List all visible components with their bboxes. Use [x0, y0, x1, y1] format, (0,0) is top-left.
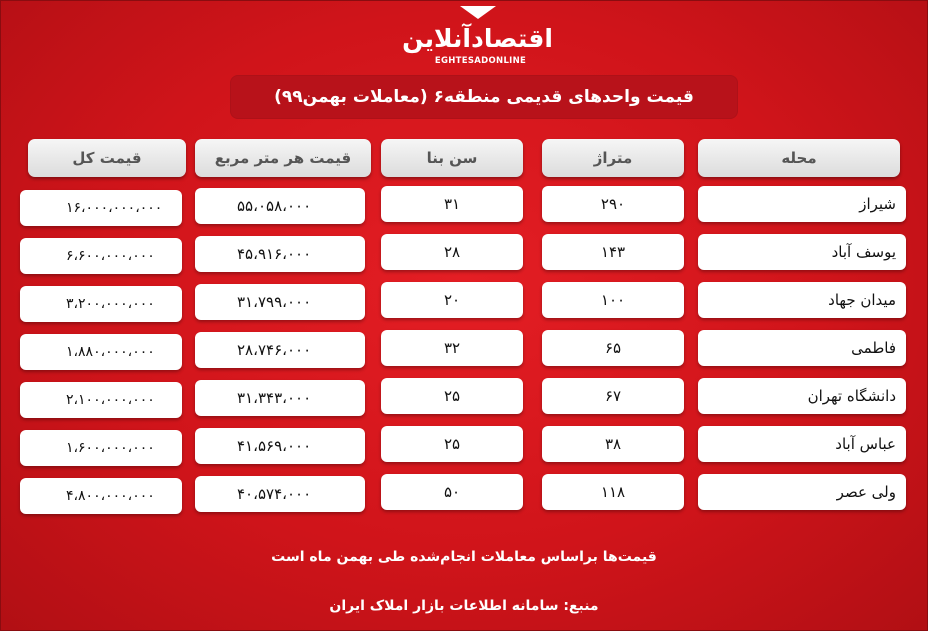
cell-age: ۵۰	[381, 474, 523, 510]
cell-total-price: ۲،۱۰۰،۰۰۰،۰۰۰	[20, 382, 182, 418]
cell-age: ۳۲	[381, 330, 523, 366]
cell-price-per-m2: ۴۵،۹۱۶،۰۰۰	[195, 236, 365, 272]
header-area: متراژ	[542, 139, 684, 177]
cell-neighborhood: میدان جهاد	[698, 282, 906, 318]
cell-area: ۳۸	[542, 426, 684, 462]
cell-price-per-m2: ۲۸،۷۴۶،۰۰۰	[195, 332, 365, 368]
cell-age: ۲۰	[381, 282, 523, 318]
cell-area: ۱۱۸	[542, 474, 684, 510]
page-title: قیمت واحدهای قدیمی منطقه۶ (معاملات بهمن۹۹)	[274, 87, 694, 107]
chevron-down-icon	[460, 6, 496, 20]
header-neighborhood: محله	[698, 139, 900, 177]
cell-neighborhood: فاطمی	[698, 330, 906, 366]
cell-area: ۲۹۰	[542, 186, 684, 222]
cell-price-per-m2: ۳۱،۷۹۹،۰۰۰	[195, 284, 365, 320]
cell-neighborhood: عباس آباد	[698, 426, 906, 462]
cell-age: ۲۵	[381, 426, 523, 462]
cell-price-per-m2: ۴۰،۵۷۴،۰۰۰	[195, 476, 365, 512]
cell-age: ۲۸	[381, 234, 523, 270]
footer-note: قیمت‌ها براساس معاملات انجام‌شده طی بهمن ماه است	[271, 549, 657, 565]
cell-total-price: ۱۶،۰۰۰،۰۰۰،۰۰۰	[20, 190, 182, 226]
cell-total-price: ۳،۲۰۰،۰۰۰،۰۰۰	[20, 286, 182, 322]
cell-neighborhood: یوسف آباد	[698, 234, 906, 270]
title-bar	[230, 75, 738, 119]
cell-total-price: ۴،۸۰۰،۰۰۰،۰۰۰	[20, 478, 182, 514]
logo-latin: EGHTESADONLINE	[434, 56, 527, 66]
cell-total-price: ۱،۶۰۰،۰۰۰،۰۰۰	[20, 430, 182, 466]
cell-neighborhood: دانشگاه تهران	[698, 378, 906, 414]
header-total-price: قیمت کل	[28, 139, 186, 177]
cell-total-price: ۱،۸۸۰،۰۰۰،۰۰۰	[20, 334, 182, 370]
cell-age: ۳۱	[381, 186, 523, 222]
cell-area: ۶۷	[542, 378, 684, 414]
cell-area: ۱۴۳	[542, 234, 684, 270]
cell-neighborhood: شیراز	[698, 186, 906, 222]
header-age: سن بنا	[381, 139, 523, 177]
header-price-per-m2: قیمت هر متر مربع	[195, 139, 371, 177]
cell-total-price: ۶،۶۰۰،۰۰۰،۰۰۰	[20, 238, 182, 274]
footer-source: منبع: سامانه اطلاعات بازار املاک ایران	[329, 598, 599, 614]
cell-area: ۶۵	[542, 330, 684, 366]
cell-price-per-m2: ۳۱،۳۴۳،۰۰۰	[195, 380, 365, 416]
cell-neighborhood: ولی عصر	[698, 474, 906, 510]
logo-name: اقتصادآنلاین	[402, 24, 553, 53]
cell-price-per-m2: ۴۱،۵۶۹،۰۰۰	[195, 428, 365, 464]
cell-area: ۱۰۰	[542, 282, 684, 318]
cell-price-per-m2: ۵۵،۰۵۸،۰۰۰	[195, 188, 365, 224]
cell-age: ۲۵	[381, 378, 523, 414]
site-logo[interactable]	[402, 6, 553, 68]
